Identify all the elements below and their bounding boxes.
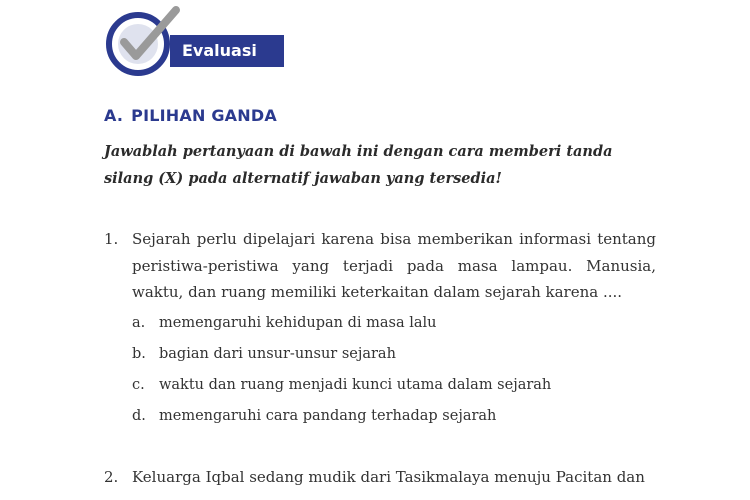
option-c[interactable] [132,370,656,401]
evaluasi-badge [104,6,294,76]
option-b[interactable] [132,339,656,370]
option-a[interactable] [132,308,656,339]
option-letter: c. [132,376,145,393]
question-1 [104,226,656,432]
option-text: bagian dari unsur-unsur sejarah [159,345,396,362]
option-text: memengaruhi kehidupan di masa lalu [159,314,437,331]
question-2 [104,464,656,491]
section-letter: A. [104,106,124,125]
section-title-text: PILIHAN GANDA [131,106,277,125]
answer-options [132,308,656,432]
question-text: Sejarah perlu dipelajari karena bisa memberikan informasi tentang peristiwa-peristiwa yang terjadi pada masa lampau. Manusia, waktu, dan ruang memiliki keterkaitan dalam sejarah karena .... [132,230,656,301]
question-number: 2. [104,468,119,486]
evaluasi-title: Evaluasi [170,35,284,67]
option-letter: b. [132,345,146,362]
question-text: Keluarga Iqbal sedang mudik dari Tasikmalaya menuju Pacitan dan [132,468,645,486]
question-number: 1. [104,230,119,248]
option-d[interactable] [132,401,656,432]
option-text: memengaruhi cara pandang terhadap sejarah [159,407,497,424]
option-letter: a. [132,314,146,331]
option-letter: d. [132,407,146,424]
section-heading [104,106,277,125]
instruction-text: Jawablah pertanyaan di bawah ini dengan cara memberi tanda silang (X) pada alternatif jawaban yang tersedia! [104,143,613,187]
option-text: waktu dan ruang menjadi kunci utama dalam sejarah [159,376,552,393]
